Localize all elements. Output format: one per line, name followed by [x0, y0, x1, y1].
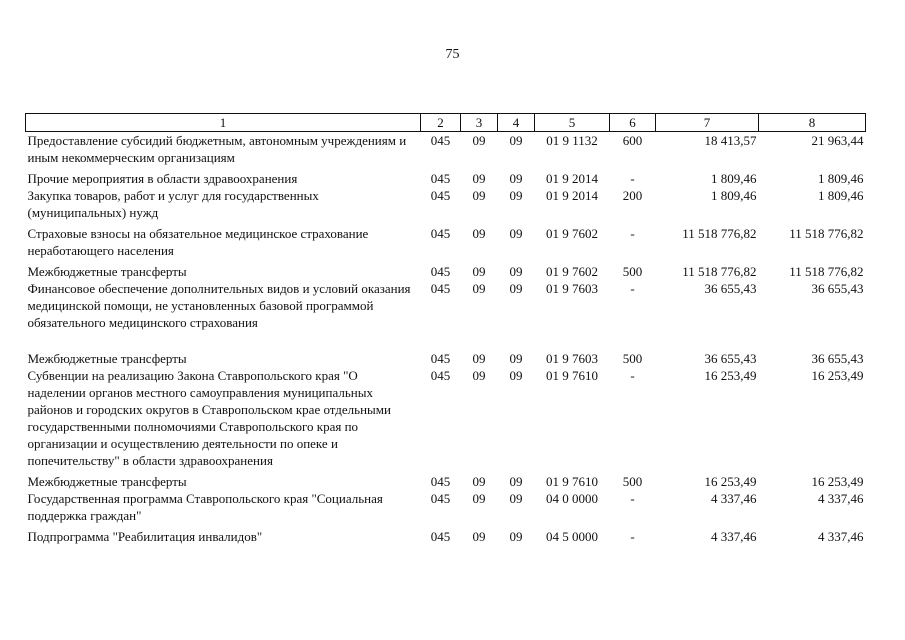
cell-ministry: 045 [430, 133, 451, 148]
cell-subsection: 09 [509, 368, 523, 383]
cell-expense-type: 500 [622, 351, 643, 366]
column-header: 8 [759, 114, 866, 132]
cell-section: 09 [472, 264, 486, 279]
cell-subsection: 09 [509, 188, 523, 203]
row-name: Межбюджетные трансферты [27, 351, 187, 366]
cell-amount-8: 36 655,43 [811, 351, 864, 366]
cell-expense-type: - [630, 171, 635, 186]
cell-amount-7: 11 518 776,82 [682, 226, 757, 241]
cell-subsection: 09 [509, 133, 523, 148]
cell-expense-type: - [630, 368, 635, 383]
table-row [26, 490, 866, 524]
cell-section: 09 [472, 281, 486, 296]
column-header: 3 [461, 114, 498, 132]
column-header: 4 [498, 114, 535, 132]
page-number: 75 [445, 47, 460, 62]
budget-table [25, 113, 866, 545]
cell-subsection: 09 [509, 171, 523, 186]
cell-target-article: 01 9 1132 [546, 133, 598, 148]
cell-amount-7: 4 337,46 [711, 491, 757, 506]
cell-amount-7: 16 253,49 [704, 368, 757, 383]
cell-section: 09 [472, 226, 486, 241]
table-row [26, 259, 866, 280]
cell-target-article: 01 9 7610 [546, 368, 598, 383]
table-row [26, 469, 866, 490]
cell-subsection: 09 [509, 351, 523, 366]
row-name: Субвенции на реализацию Закона Ставропольского края "О наделении органов местного самоуправления муниципальных районов и городских округов в Ставропольском крае отдельными государственными полномочиями Ставропольского края по организации и осуществлению деятельности по опеке и попечительству" в области здравоохранения [27, 368, 391, 468]
row-name: Страховые взносы на обязательное медицинское страхование неработающего населения [27, 226, 369, 258]
cell-expense-type: - [630, 491, 635, 506]
cell-expense-type: - [630, 281, 635, 296]
cell-amount-8: 1 809,46 [818, 171, 864, 186]
cell-section: 09 [472, 188, 486, 203]
cell-expense-type: 500 [622, 264, 643, 279]
column-header: 7 [656, 114, 759, 132]
cell-amount-8: 16 253,49 [811, 474, 864, 489]
cell-ministry: 045 [430, 368, 451, 383]
cell-expense-type: 200 [622, 188, 643, 203]
table-row [26, 367, 866, 469]
cell-expense-type: 600 [622, 133, 643, 148]
cell-amount-8: 11 518 776,82 [789, 226, 864, 241]
row-name: Подпрограмма "Реабилитация инвалидов" [27, 529, 263, 544]
cell-target-article: 01 9 7602 [546, 264, 598, 279]
cell-amount-8: 11 518 776,82 [789, 264, 864, 279]
column-header: 5 [535, 114, 610, 132]
cell-amount-8: 4 337,46 [818, 491, 864, 506]
cell-section: 09 [472, 351, 486, 366]
cell-amount-8: 16 253,49 [811, 368, 864, 383]
cell-target-article: 04 5 0000 [546, 529, 598, 544]
cell-section: 09 [472, 474, 486, 489]
cell-amount-8: 36 655,43 [811, 281, 864, 296]
row-name: Предоставление субсидий бюджетным, автономным учреждениям и иным некоммерческим организациям [27, 133, 407, 165]
table-row [26, 221, 866, 259]
cell-subsection: 09 [509, 226, 523, 241]
cell-amount-7: 18 413,57 [704, 133, 757, 148]
cell-target-article: 01 9 7602 [546, 226, 598, 241]
cell-ministry: 045 [430, 529, 451, 544]
cell-ministry: 045 [430, 171, 451, 186]
cell-target-article: 01 9 7603 [546, 351, 598, 366]
row-name: Прочие мероприятия в области здравоохранения [27, 171, 298, 186]
table-row [26, 280, 866, 331]
cell-expense-type: - [630, 529, 635, 544]
table-row [26, 132, 866, 167]
cell-target-article: 01 9 2014 [546, 171, 598, 186]
table-row [26, 166, 866, 187]
cell-amount-7: 36 655,43 [704, 281, 757, 296]
cell-section: 09 [472, 171, 486, 186]
cell-target-article: 04 0 0000 [546, 491, 598, 506]
cell-amount-8: 21 963,44 [811, 133, 864, 148]
cell-section: 09 [472, 368, 486, 383]
cell-amount-7: 16 253,49 [704, 474, 757, 489]
cell-target-article: 01 9 7610 [546, 474, 598, 489]
cell-section: 09 [472, 133, 486, 148]
cell-amount-7: 1 809,46 [711, 171, 757, 186]
row-name: Межбюджетные трансферты [27, 474, 187, 489]
row-name: Закупка товаров, работ и услуг для государственных (муниципальных) нужд [27, 188, 319, 220]
cell-expense-type: - [630, 226, 635, 241]
cell-ministry: 045 [430, 351, 451, 366]
cell-subsection: 09 [509, 264, 523, 279]
cell-amount-7: 4 337,46 [711, 529, 757, 544]
table-row [26, 187, 866, 221]
cell-ministry: 045 [430, 281, 451, 296]
cell-section: 09 [472, 529, 486, 544]
column-header: 6 [610, 114, 656, 132]
cell-subsection: 09 [509, 281, 523, 296]
cell-ministry: 045 [430, 491, 451, 506]
column-header: 2 [421, 114, 461, 132]
cell-target-article: 01 9 2014 [546, 188, 598, 203]
row-name: Государственная программа Ставропольского края "Социальная поддержка граждан" [27, 491, 383, 523]
table-row [26, 331, 866, 367]
cell-ministry: 045 [430, 188, 451, 203]
cell-section: 09 [472, 491, 486, 506]
cell-amount-8: 4 337,46 [818, 529, 864, 544]
row-name: Финансовое обеспечение дополнительных видов и условий оказания медицинской помощи, не установленных базовой программой обязательного медицинского страхования [27, 281, 411, 330]
header-row [26, 114, 866, 132]
column-header: 1 [26, 114, 421, 132]
cell-ministry: 045 [430, 226, 451, 241]
row-name: Межбюджетные трансферты [27, 264, 187, 279]
cell-amount-7: 1 809,46 [711, 188, 757, 203]
cell-amount-8: 1 809,46 [818, 188, 864, 203]
cell-amount-7: 11 518 776,82 [682, 264, 757, 279]
cell-ministry: 045 [430, 474, 451, 489]
cell-subsection: 09 [509, 474, 523, 489]
cell-expense-type: 500 [622, 474, 643, 489]
cell-ministry: 045 [430, 264, 451, 279]
table-row [26, 524, 866, 545]
cell-amount-7: 36 655,43 [704, 351, 757, 366]
cell-subsection: 09 [509, 529, 523, 544]
cell-target-article: 01 9 7603 [546, 281, 598, 296]
cell-subsection: 09 [509, 491, 523, 506]
